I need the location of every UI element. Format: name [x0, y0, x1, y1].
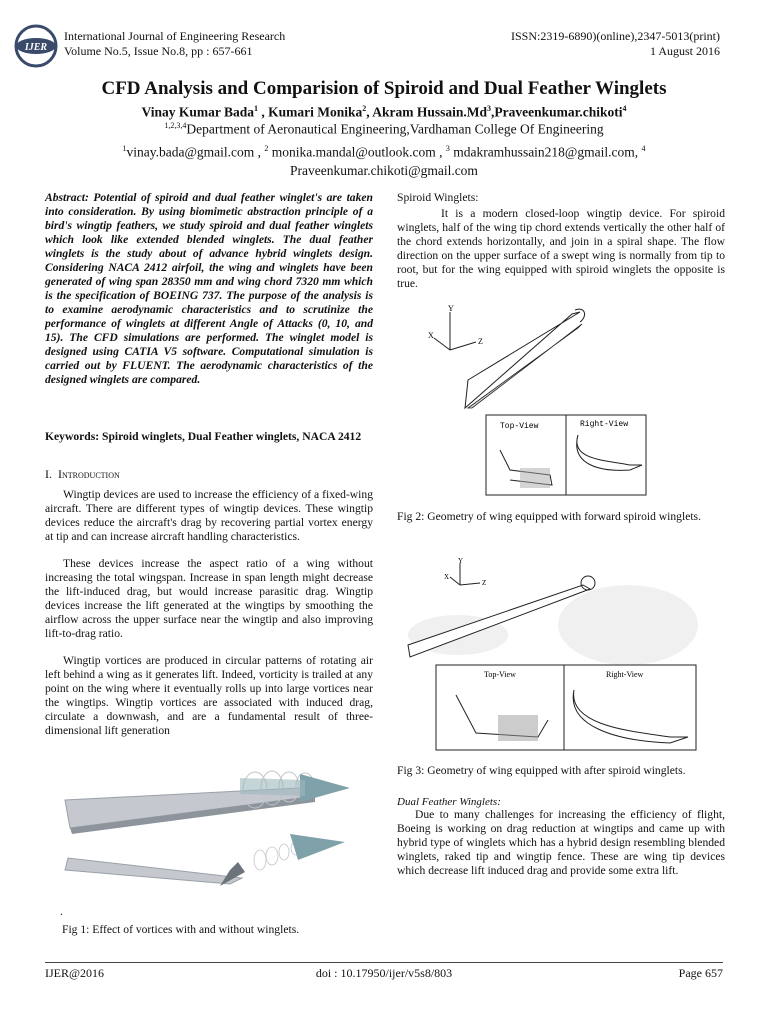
- journal-logo: [14, 24, 58, 68]
- footer-doi: doi : 10.17950/ijer/v5s8/803: [315, 966, 453, 980]
- dual-feather-heading: Dual Feather Winglets:: [397, 796, 501, 808]
- figure-3-after-spiroid: [398, 555, 728, 755]
- keywords: Keywords: Spiroid winglets, Dual Feather winglets, NACA 2412: [45, 430, 362, 443]
- introduction-body: [45, 488, 373, 738]
- spiroid-heading: Spiroid Winglets:: [397, 191, 479, 204]
- section-heading-introduction: I. Introduction: [45, 467, 120, 481]
- fig3-axis-x: X: [444, 573, 450, 581]
- figure-2-caption: Fig 2: Geometry of wing equipped with forward spiroid winglets.: [397, 510, 701, 523]
- paper-title: CFD Analysis and Comparision of Spiroid and Dual Feather Winglets: [101, 78, 667, 99]
- footer-left: IJER@2016: [45, 966, 105, 980]
- figure-1-caption: Fig 1: Effect of vortices with and without winglets.: [62, 923, 300, 936]
- spiroid-body: It is a modern closed-loop wingtip device. For spiroid winglets, half of the wing tip chord extends vertically the other half of the chord extends horizontally, and join in a spiral shape. The flow direction on the upper surface of a swept wing is normally from tip to root, but for the wing equipped with spiroid winglets the opposite is true.: [397, 207, 725, 290]
- fig3-axis-y: Y: [458, 557, 464, 565]
- fig2-axis-z: Z: [478, 337, 483, 346]
- fig2-top-view-label: Top-View: [500, 422, 539, 431]
- fig2-axis-x: X: [428, 331, 434, 340]
- author-emails: $^1$vinay.bada@gmail.com , $^2$ monika.mandal@outlook.com , $^3$ mdakramhussain218@gmail.com, $^4$ Praveenkumar.chikoti@gmail.com: [122, 144, 646, 178]
- figure-2-forward-spiroid: [420, 300, 720, 500]
- figure-3-caption: Fig 3: Geometry of wing equipped with after spiroid winglets.: [397, 764, 686, 777]
- intro-paragraph-3: Wingtip vortices are produced in circular patterns of rotating air left behind a wing as it generates lift. Indeed, vorticity is trailed at any point on the wing where it eventually rolls up into large vortices near the wingtips. Wingtip vortices are associated with induced drag, circulate a downwash, and are a fundamental result of three-dimensional lift generation: [45, 654, 373, 737]
- fig3-axis-z: Z: [482, 579, 487, 587]
- figure-1-dot: .: [60, 905, 63, 918]
- fig2-right-view-label: Right-View: [580, 420, 629, 429]
- publication-date: 1 August 2016: [649, 44, 720, 58]
- svg-text:IJER: IJER: [24, 42, 48, 53]
- fig2-axis-y: Y: [448, 304, 454, 313]
- intro-paragraph-1: Wingtip devices are used to increase the efficiency of a fixed-wing aircraft. There are different types of wingtip devices. These wingtip devices reduce the aircraft's drag by recovering partial vortex energy at tip and can increase aircraft handling characteristics.: [45, 488, 373, 543]
- footer-rule: [45, 962, 723, 963]
- page-number: Page 657: [678, 966, 723, 980]
- fig3-top-view-label: Top-View: [484, 670, 516, 679]
- journal-name: International Journal of Engineering Research: [64, 29, 286, 43]
- affiliation: $^{1,2,3,4}$Department of Aeronautical Engineering,Vardhaman College Of Engineering: [164, 121, 604, 137]
- intro-paragraph-2: These devices increase the aspect ratio of a wing without increasing the total wingspan. Increase in span length might decrease the lift-induced drag, but would increase parasitic drag. Wingtip devices increase the lift generated at the wingtips by smoothing the airflow across the upper surface near the wingtip and also improving lift-to-drag ratio.: [45, 557, 373, 640]
- dual-feather-body: Due to many challenges for increasing the efficiency of flight, Boeing is working on drag reduction at wingtips and came up with hybrid type of winglets which has a hybrid design resembling blended winglets, raked tip and wingtip fence. These are wing tip devices which decrease lift induced drag and provide some extra lift.: [397, 808, 725, 877]
- issn: ISSN:2319-6890)(online),2347-5013(print): [511, 29, 720, 43]
- author-list: Vinay Kumar Bada$^1$ , Kumari Monika$^2$, Akram Hussain.Md$^3$,Praveenkumar.chikoti$^4$: [141, 104, 627, 120]
- journal-volume: Volume No.5, Issue No.8, pp : 657-661: [64, 44, 253, 58]
- fig3-right-view-label: Right-View: [606, 670, 644, 679]
- figure-1-vortices: [60, 760, 370, 915]
- abstract: Abstract: Potential of spiroid and dual feather winglet's are taken into consideration. By using biomimetic abstraction principle of a bird's wingtip feathers, we study spiroid and dual feather winglets which look like extended blended winglets. The dual feather winglets is the study about of advance hybrid winglets design. Considering NACA 2412 airfoil, the wing and winglets have been generated of wing span 28350 mm and wing chord 7320 mm which is the specification of BOEING 737. The purpose of the analysis is to examine aerodynamic characteristics and to scrutinize the performance of winglets at different Angle of Attacks (0, 10, and 15). The CFD simulations are performed. The winglet model is designed using CATIA V5 software. Computational simulation is carried out by FLUENT. The aerodynamic characteristics of the designed winglets are compared.: [45, 191, 373, 386]
